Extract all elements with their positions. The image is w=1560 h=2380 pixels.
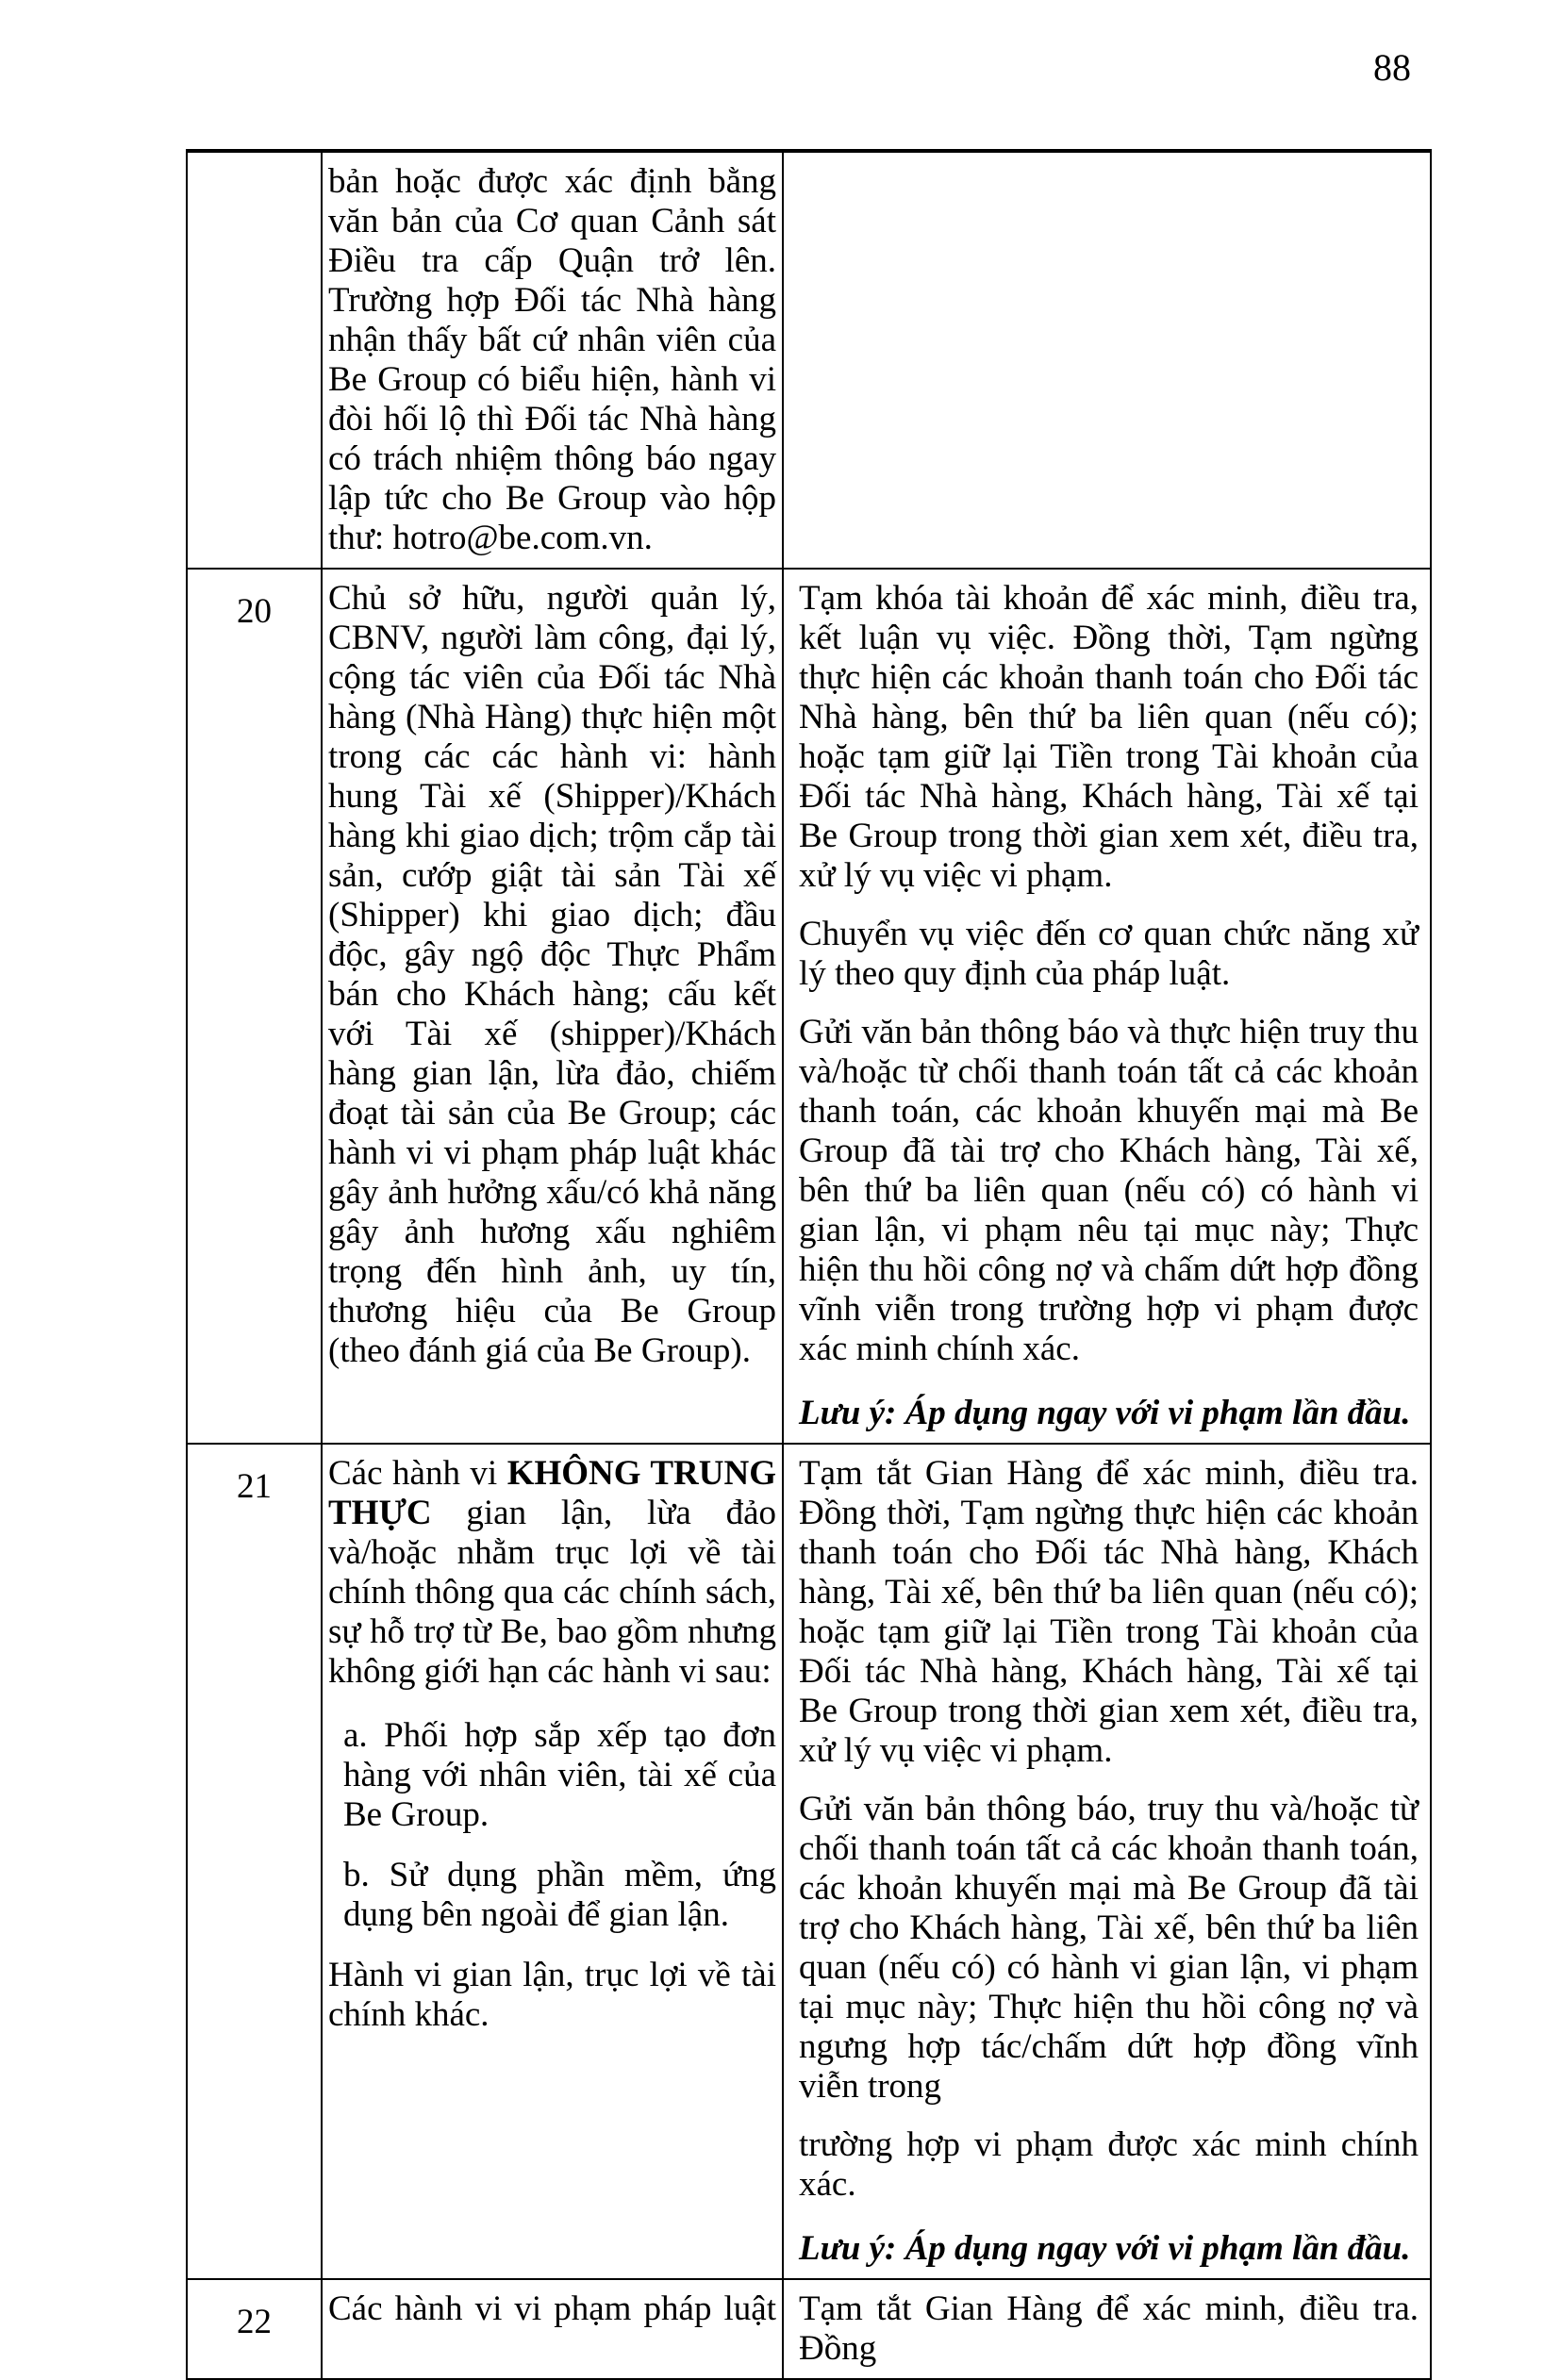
violation-description-cell: [322, 151, 783, 569]
page-number: 88: [1373, 46, 1411, 89]
row-number: 22: [237, 2303, 272, 2341]
table-row-20: [187, 569, 1431, 1444]
penalty-cell: [783, 2279, 1431, 2379]
violation-paragraph: Chủ sở hữu, người quản lý, CBNV, người làm công, đại lý, cộng tác viên của Đối tác Nhà hàng (Nhà Hàng) thực hiện một trong các các hành vi: hành hung Tài xế (Shipper)/Khách hàng khi giao dịch; trộm cắp tài sản, cướp giật tài sản Tài xế (Shipper) khi giao dịch; đầu độc, gây ngộ độc Thực Phẩm bán cho Khách hàng; cấu kết với Tài xế (shipper)/Khách hàng gian lận, lừa đảo, chiếm đoạt tài sản của Be Group; các hành vi vi phạm pháp luật khác gây ảnh hưởng xấu/có khả năng gây ảnh hương xấu nghiêm trọng đến hình ảnh, uy tín, thương hiệu của Be Group (theo đánh giá của Be Group).: [328, 579, 776, 1370]
table-row-22: [187, 2279, 1431, 2379]
row-number-cell: [187, 151, 322, 569]
row-number: 20: [237, 592, 272, 631]
violation-closing-paragraph: Hành vi gian lận, trục lợi về tài chính khác.: [328, 1956, 776, 2034]
penalty-note: Lưu ý: Áp dụng ngay với vi phạm lần đầu.: [799, 2229, 1411, 2268]
violations-table: [186, 149, 1432, 2380]
table-row-continuation: [187, 151, 1431, 569]
violation-paragraph: Các hành vi vi phạm pháp luật: [328, 2289, 776, 2328]
penalty-cell: [783, 1444, 1431, 2279]
penalty-paragraph: trường hợp vi phạm được xác minh chính xác.: [799, 2125, 1419, 2204]
violation-intro-suffix: gian lận, lừa đảo và/hoặc nhằm trục lợi về tài chính thông qua các chính sách, sự hỗ trợ từ Be, bao gồm nhưng không giới hạn các hành vi sau:: [328, 1494, 776, 1691]
penalty-cell: [783, 151, 1431, 569]
penalty-paragraph: Tạm tắt Gian Hàng để xác minh, điều tra. Đồng thời, Tạm ngừng thực hiện các khoản thanh toán cho Đối tác Nhà hàng, Khách hàng, Tài xế, bên thứ ba liên quan (nếu có); hoặc tạm giữ lại Tiền trong Tài khoản của Đối tác Nhà hàng, Khách hàng, Tài xế tại Be Group trong thời gian xem xét, điều tra, xử lý vụ việc vi phạm.: [799, 1454, 1419, 1770]
violation-description-cell: [322, 1444, 783, 2279]
row-number: 21: [237, 1467, 272, 1506]
violation-list-item-b: b. Sử dụng phần mềm, ứng dụng bên ngoài để gian lận.: [343, 1856, 776, 1934]
row-number-cell: [187, 1444, 322, 2279]
penalty-cell: [783, 569, 1431, 1444]
penalty-paragraph: Chuyển vụ việc đến cơ quan chức năng xử lý theo quy định của pháp luật.: [799, 915, 1419, 993]
penalty-paragraph: Gửi văn bản thông báo, truy thu và/hoặc từ chối thanh toán tất cả các khoản thanh toán, các khoản khuyến mại mà Be Group đã tài trợ cho Khách hàng, Tài xế, bên thứ ba liên quan (nếu có) có hành vi gian lận, vi phạm tại mục này; Thực hiện thu hồi công nợ và ngưng hợp tác/chấm dứt hợp đồng vĩnh viễn trong: [799, 1790, 1419, 2106]
violation-intro-paragraph: [328, 1454, 776, 1692]
violation-intro-prefix: Các hành vi: [328, 1454, 507, 1493]
penalty-paragraph: Tạm khóa tài khoản để xác minh, điều tra, kết luận vụ việc. Đồng thời, Tạm ngừng thực hiện các khoản thanh toán cho Đối tác Nhà hàng, bên thứ ba liên quan (nếu có); hoặc tạm giữ lại Tiền trong Tài khoản của Đối tác Nhà hàng, Khách hàng, Tài xế tại Be Group trong thời gian xem xét, điều tra, xử lý vụ việc vi phạm.: [799, 579, 1419, 895]
violation-paragraph: bản hoặc được xác định bằng văn bản của Cơ quan Cảnh sát Điều tra cấp Quận trở lên. Trường hợp Đối tác Nhà hàng nhận thấy bất cứ nhân viên của Be Group có biểu hiện, hành vi đòi hối lộ thì Đối tác Nhà hàng có trách nhiệm thông báo ngay lập tức cho Be Group vào hộp thư: hotro@be.com.vn.: [328, 162, 776, 557]
violation-description-cell: [322, 569, 783, 1444]
violation-description-cell: [322, 2279, 783, 2379]
row-number-cell: [187, 2279, 322, 2379]
violation-intro-bold: KHÔNG TRUNG THỰC: [328, 1454, 776, 1532]
penalty-paragraph: Tạm tắt Gian Hàng để xác minh, điều tra. Đồng: [799, 2289, 1419, 2368]
table-row-21: [187, 1444, 1431, 2279]
penalty-note: Lưu ý: Áp dụng ngay với vi phạm lần đầu.: [799, 1394, 1411, 1432]
penalty-paragraph: Gửi văn bản thông báo và thực hiện truy thu và/hoặc từ chối thanh toán tất cả các khoản thanh toán, các khoản khuyến mại mà Be Group đã tài trợ cho Khách hàng, Tài xế, bên thứ ba liên quan (nếu có) có hành vi gian lận, vi phạm nêu tại mục này; Thực hiện thu hồi công nợ và chấm dứt hợp đồng vĩnh viễn trong trường hợp vi phạm được xác minh chính xác.: [799, 1013, 1419, 1368]
violation-list-item-a: a. Phối hợp sắp xếp tạo đơn hàng với nhân viên, tài xế của Be Group.: [343, 1716, 776, 1834]
row-number-cell: [187, 569, 322, 1444]
